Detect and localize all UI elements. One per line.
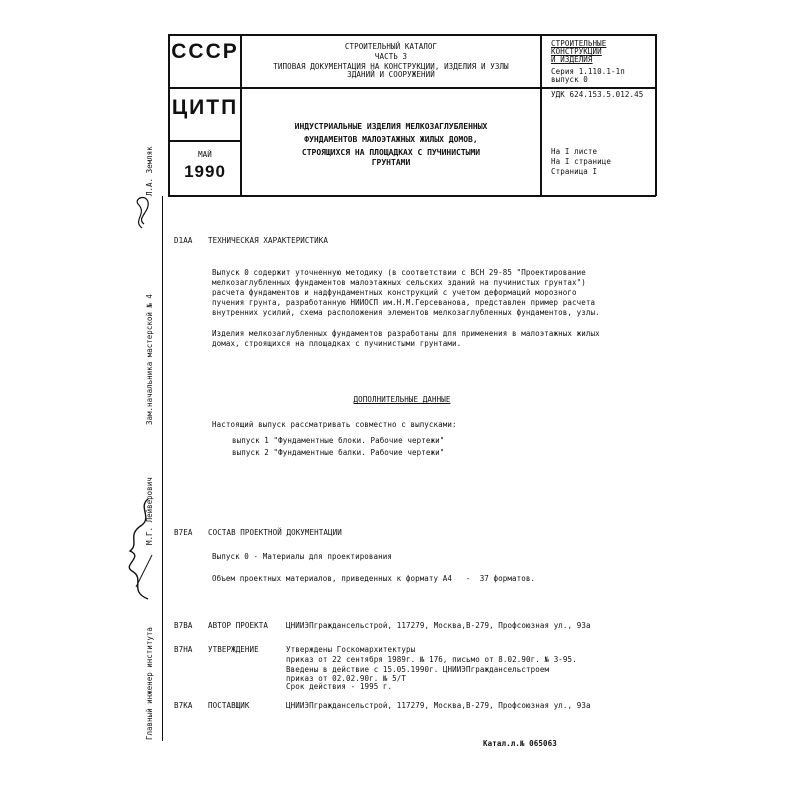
margin-signature-name-2: М.Г. Лейверович xyxy=(145,477,154,545)
country-label: СССР xyxy=(171,40,239,63)
series-block xyxy=(551,40,653,84)
tech-para-2 xyxy=(212,329,632,349)
section-code: D1AA xyxy=(174,236,193,245)
supplier-text: ЦНИИЭПграждансельстрой, 117279, Москва,В-279, Профсоюзная ул., 93а xyxy=(286,701,591,710)
section-label: УТВЕРЖДЕНИЕ xyxy=(208,645,259,654)
extra-heading: ДОПОЛНИТЕЛЬНЫЕ ДАННЫЕ xyxy=(353,395,451,404)
extra-item: выпуск 1 "Фундаментные блоки. Рабочие чертежи" xyxy=(232,436,445,445)
text-line: Изделия мелкозаглубленных фундаментов разработаны для применения в малоэтажных жилых xyxy=(212,329,600,338)
text-line: Выпуск 0 содержит уточненную методику (в соответствии с ВСН 29-85 "Проектирование xyxy=(212,268,586,277)
text-line: мелкозаглубленных фундаментов малоэтажных сельских зданий на пучинистых грунтах") xyxy=(212,278,586,287)
approval-line: Утверждены Госкомархитектуры xyxy=(286,645,416,654)
issue-month: МАЙ xyxy=(198,150,212,159)
series-line: СТРОИТЕЛЬНЫЕ xyxy=(551,39,607,48)
series-line: КОНСТРУКЦИИ xyxy=(551,47,602,56)
tech-para-1 xyxy=(212,268,632,318)
composition-line: Объем проектных материалов, приведенных к формату А4 - 37 форматов. xyxy=(212,574,536,583)
catalog-block xyxy=(244,42,538,80)
catalog-line: СТРОИТЕЛЬНЫЙ КАТАЛОГ xyxy=(344,42,438,51)
section-code: B7BA xyxy=(174,621,193,630)
extra-intro: Настоящий выпуск рассматривать совместно с выпусками: xyxy=(212,420,457,429)
issue-year: 1990 xyxy=(184,162,226,181)
signature-mark-2 xyxy=(118,495,158,605)
series-line: выпуск 0 xyxy=(551,75,588,84)
approval-line: Введены в действие с 15.05.1990г. ЦНИИЭПграждансельстроем xyxy=(286,665,550,674)
extra-item: выпуск 2 "Фундаментные балки. Рабочие чертежи" xyxy=(232,448,445,457)
margin-position-2: Главный инженер института xyxy=(145,627,154,740)
title-line: СТРОЯЩИХСЯ НА ПЛОЩАДКАХ С ПУЧИНИСТЫМИ xyxy=(301,148,481,157)
doc-title xyxy=(244,120,538,169)
sheets-line: На I странице xyxy=(551,157,611,166)
approval-line: приказ от 02.02.90г. № 5/Т xyxy=(286,674,406,683)
text-line: внутренних усилий, схема расположения элементов мелкозаглубленных фундаментов, узлы. xyxy=(212,308,600,317)
author-text: ЦНИИЭПграждансельстрой, 117279, Москва,В-279, Профсоюзная ул., 93а xyxy=(286,621,591,630)
sheets-line: Страница I xyxy=(551,167,598,176)
margin-signature-name-1: Л.А. Земляк xyxy=(145,146,154,196)
section-label: ПОСТАВЩИК xyxy=(208,701,250,710)
signature-mark-1 xyxy=(128,190,154,230)
text-line: расчета фундаментов и надфундаментных конструкций с учетом деформаций морозного xyxy=(212,288,577,297)
margin-position-1: Зам.начальника мастерской № 4 xyxy=(145,294,154,425)
section-heading: СОСТАВ ПРОЕКТНОЙ ДОКУМЕНТАЦИИ xyxy=(208,528,342,537)
series-line: Серия 1.110.1-1п xyxy=(551,67,625,76)
section-code: B7HA xyxy=(174,645,193,654)
text-line: домах, строящихся на площадках с пучинистыми грунтами. xyxy=(212,339,462,348)
section-code: B7KA xyxy=(174,701,193,710)
udk-label: УДК 624.153.5.012.45 xyxy=(551,90,644,99)
catalog-line: ТИПОВАЯ ДОКУМЕНТАЦИЯ НА КОНСТРУКЦИИ, ИЗДЕЛИЯ И УЗЛЫ xyxy=(273,62,509,71)
title-line: ГРУНТАМИ xyxy=(371,158,411,167)
sheets-line: На I листе xyxy=(551,147,598,156)
section-code: B7EA xyxy=(174,528,193,537)
approval-line: приказ от 22 сентября 1989г. № 176, письмо от 8.02.90г. № 3-95. xyxy=(286,655,577,664)
title-line: ИНДУСТРИАЛЬНЫЕ ИЗДЕЛИЯ МЕЛКОЗАГЛУБЛЕННЫХ xyxy=(294,122,488,131)
catalog-line: ЧАСТЬ 3 xyxy=(374,52,408,61)
section-label: АВТОР ПРОЕКТА xyxy=(208,621,268,630)
series-line: И ИЗДЕЛИЯ xyxy=(551,55,593,64)
approval-block xyxy=(286,645,626,691)
catalog-number: Катал.л.№ 065063 xyxy=(483,739,557,748)
section-heading: ТЕХНИЧЕСКАЯ ХАРАКТЕРИСТИКА xyxy=(208,236,328,245)
approval-line: Срок действия - 1995 г. xyxy=(286,682,393,691)
text-line: пучения грунта, разработанную НИИОСП им.Н.М.Герсеванова, представлен пример расчета xyxy=(212,298,596,307)
margin-line xyxy=(162,196,163,741)
title-line: ФУНДАМЕНТОВ МАЛОЭТАЖНЫХ ЖИЛЫХ ДОМОВ, xyxy=(304,135,478,144)
org-label: ЦИТП xyxy=(171,96,239,119)
sheets-block xyxy=(551,147,653,177)
composition-line: Выпуск 0 - Материалы для проектирования xyxy=(212,552,392,561)
catalog-line: ЗДАНИЙ И СООРУЖЕНИЙ xyxy=(347,70,435,79)
